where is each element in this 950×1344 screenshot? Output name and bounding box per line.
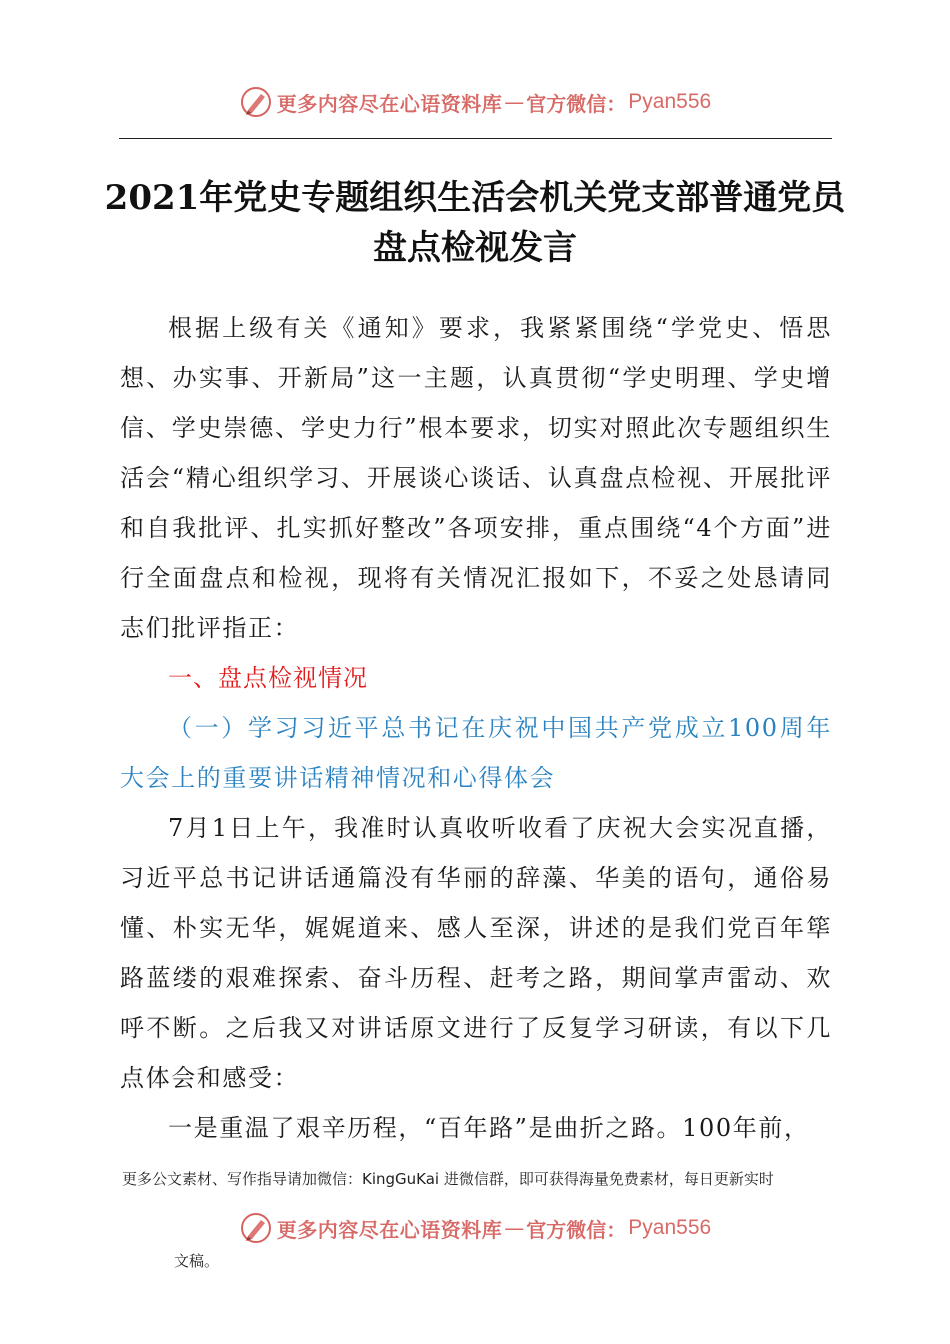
banner-wechat-id: Pyan556 bbox=[628, 90, 712, 113]
watermark-banner-bottom bbox=[0, 1208, 950, 1248]
document-body bbox=[120, 303, 832, 1153]
banner-dash: — bbox=[504, 1216, 525, 1240]
pen-logo-icon bbox=[239, 85, 273, 119]
header-divider bbox=[119, 138, 832, 139]
banner-dash: — bbox=[504, 90, 525, 114]
banner-title: 更多内容尽在心语资料库 bbox=[276, 1217, 503, 1242]
footer-note: 更多公文素材、写作指导请加微信：KingGuKai 进微信群，即可获得海量免费素材，每日更新实时 bbox=[122, 1170, 774, 1188]
banner-wechat-label: 官方微信： bbox=[526, 1217, 627, 1242]
watermark-banner-top bbox=[0, 82, 950, 122]
subsection-heading-1: （一）学习习近平总书记在庆祝中国共产党成立100周年大会上的重要讲话精神情况和心得体会 bbox=[120, 714, 832, 792]
body-paragraph-3: 一是重温了艰辛历程，“百年路”是曲折之路。100年前， bbox=[168, 1114, 810, 1142]
section-heading-1: 一、盘点检视情况 bbox=[168, 664, 368, 692]
banner-title: 更多内容尽在心语资料库 bbox=[276, 91, 503, 116]
banner-wechat-id: Pyan556 bbox=[628, 1216, 712, 1239]
intro-paragraph: 根据上级有关《通知》要求，我紧紧围绕“学党史、悟思想、办实事、开新局”这一主题，认真贯彻“学史明理、学史增信、学史崇德、学史力行”根本要求，切实对照此次专题组织生活会“精心组织学习、开展谈心谈话、认真盘点检视、开展批评和自我批评、扎实抓好整改”各项安排，重点围绕“4个方面”进行全面盘点和检视，现将有关情况汇报如下，不妥之处恳请同志们批评指正： bbox=[120, 314, 832, 642]
body-paragraph-2: 7月1日上午，我准时认真收听收看了庆祝大会实况直播，习近平总书记讲话通篇没有华丽的辞藻、华美的语句，通俗易懂、朴实无华，娓娓道来、感人至深，讲述的是我们党百年筚路蓝缕的艰难探索、奋斗历程、赶考之路，期间掌声雷动、欢呼不断。之后我又对讲话原文进行了反复学习研读，有以下几点体会和感受： bbox=[120, 814, 832, 1092]
pen-logo-icon bbox=[239, 1211, 273, 1245]
banner-wechat-label: 官方微信： bbox=[526, 91, 627, 116]
footer-note-tail: 文稿。 bbox=[174, 1252, 220, 1270]
document-title: 2021年党史专题组织生活会机关党支部普通党员盘点检视发言 bbox=[104, 178, 846, 268]
